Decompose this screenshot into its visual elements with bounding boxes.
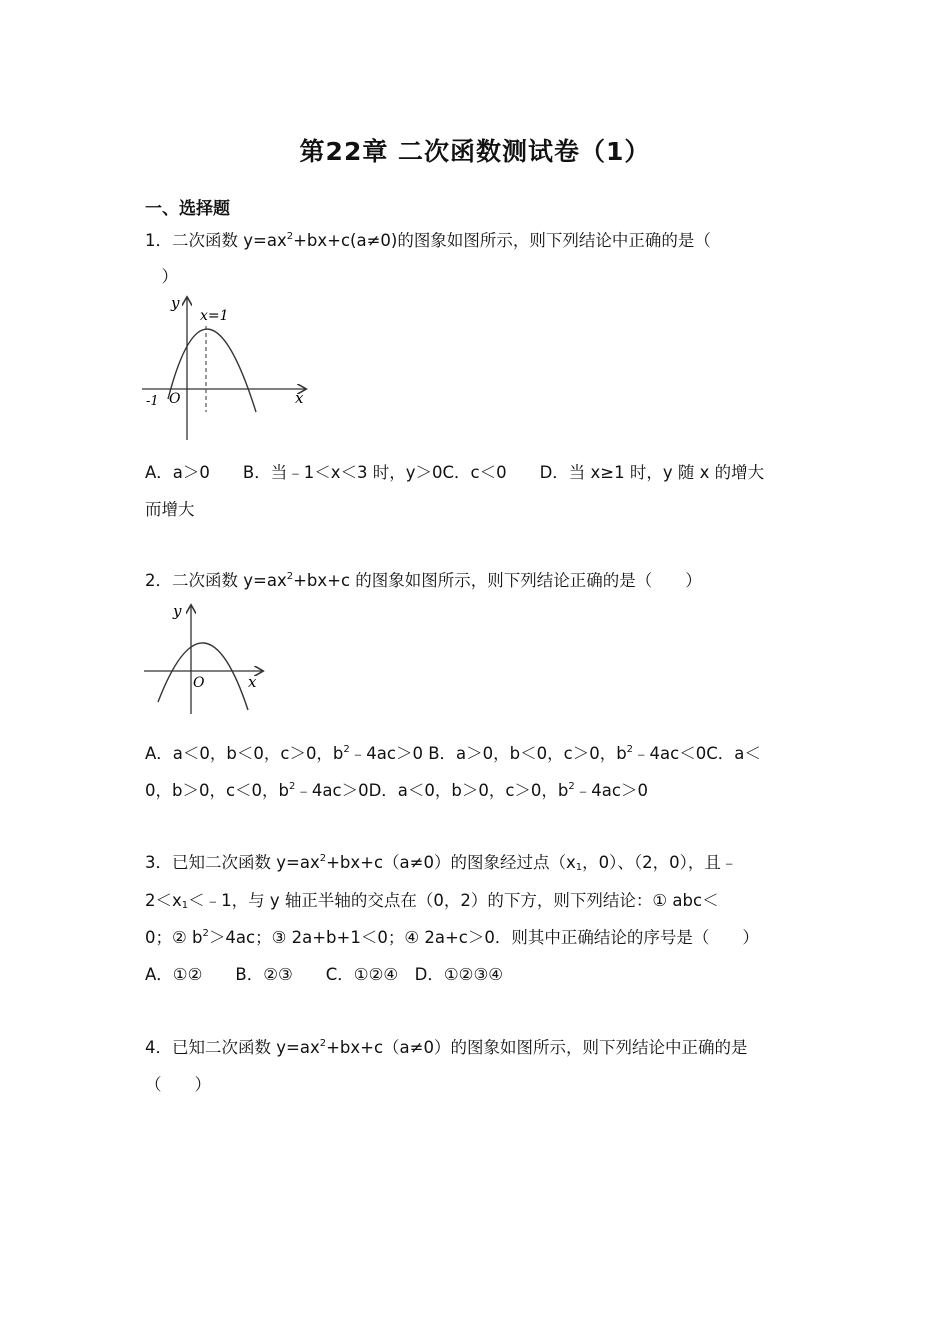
q1-xeq1-label: x=1	[200, 308, 229, 324]
q1-y-label: y	[171, 294, 180, 312]
q4-stem-line2: （ ）	[145, 1075, 211, 1094]
page-title: 第22章 二次函数测试卷（1）	[299, 137, 651, 166]
section-heading: 一、选择题	[145, 199, 230, 219]
q4-stem-line1: 4．已知二次函数 $y=ax^2+bx+c(a\ne 0)$的图象如图所示，则下列结论中正确的是	[145, 1038, 748, 1057]
q1-x-label: x	[295, 389, 304, 407]
q2-y-label: y	[173, 602, 182, 620]
q1-options-line2: 而增大	[145, 500, 195, 519]
q2-x-label: x	[248, 673, 257, 691]
q2-options-line1: A．a＜0，b＜0，c＞0，$b^2﹣4ac>0$ B．a＞0，b＜0，c＞0，$b^2﹣4ac<0C$．a＜	[145, 744, 761, 763]
q1-parabola-graph	[140, 290, 315, 450]
q2-options-line2: 0，b＞0，c＜0，$b^2﹣4ac>0D$．a＜0，b＞0，c＞0，$b^2﹣4ac>0$	[145, 781, 648, 800]
q1-parabola-curve	[168, 329, 256, 412]
q1-stem-line1: 1．二次函数 $y=ax^2+bx+c(a\ne 0)$的图象如图所示，则下列结论中正确的是（	[145, 231, 711, 250]
q1-stem-line2: ）	[145, 267, 178, 286]
q3-stem-line3: 0；② $b^2>4ac$；③ 2a+b+1＜0；④ 2a+c＞0．则其中正确结论的序号是（ ）	[145, 928, 759, 947]
q3-options: A．①② B．②③ C．①②④ D．①②③④	[145, 965, 504, 984]
q1-origin-label: O	[169, 391, 181, 407]
q3-stem-line2: $2<x_1<﹣1$，与 y 轴正半轴的交点在（0，2）的下方，则下列结论：① abc＜	[145, 891, 719, 911]
q2-stem: 2．二次函数 $y=ax^2+bx+c$ 的图象如图所示，则下列结论正确的是（ ）	[145, 571, 702, 590]
q2-origin-label: O	[193, 675, 205, 691]
q1-neg1-label: -1	[146, 394, 159, 409]
q3-stem-line1: 3．已知二次函数 $y=ax^2+bx+c(a\ne 0)$的图象经过点（$x_1$，0）、（2，0），且﹣	[145, 853, 738, 873]
q1-options-line1: A．a＞0 B．当﹣1＜x＜3 时，y＞0C．c＜0 D．当 x≥1 时，y 随 x 的增大	[145, 463, 765, 482]
q2-parabola-graph	[140, 598, 270, 720]
